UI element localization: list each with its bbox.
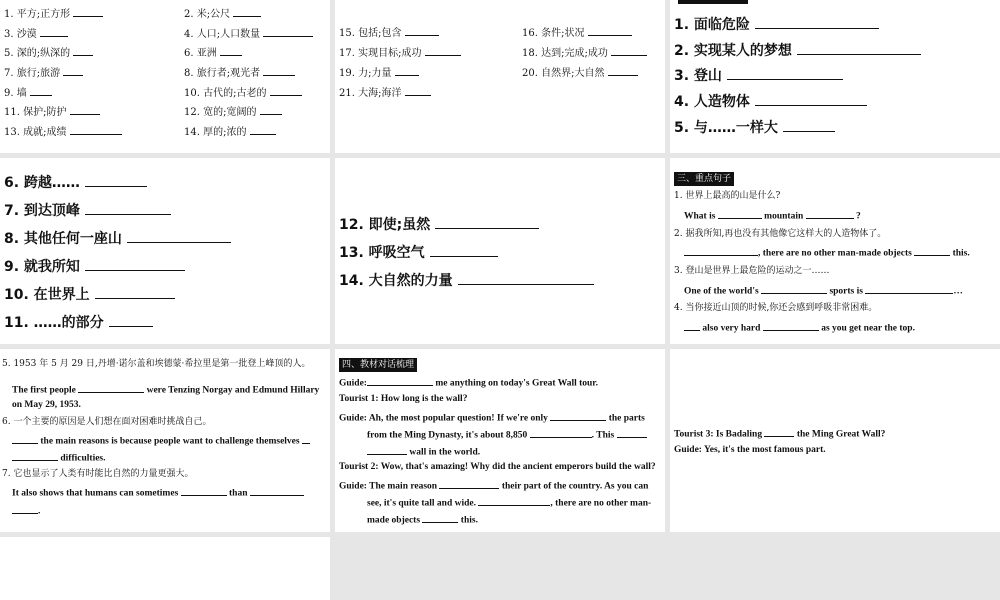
phrase-item: 10. 在世界上 [4,287,90,303]
sentence-text: What is [684,211,716,222]
vocab-item: 10. 古代的;古老的 [184,88,267,99]
sentence-prompt: 1. 世界上最高的山是什么? [674,191,781,201]
dialogue-text: from the Ming Dynasty, it's about 8,850 [367,430,528,441]
sentence-text: One of the world's [684,286,759,297]
phrase-item: 1. 面临危险 [674,17,750,33]
phrase-item: 5. 与……一样大 [674,120,778,136]
sentence-text: difficulties. [60,453,106,464]
phrase-panel-2 [0,158,330,344]
vocab-item: 21. 大海;海洋 [339,88,402,99]
sentence-text: also very hard [702,323,761,334]
vocab-panel-2 [335,0,665,153]
sentence-text: The first people [12,385,76,396]
sentence-prompt: 4. 当你接近山顶的时候,你还会感到呼吸非常困难。 [674,303,878,313]
dialogue-text: Guide: Yes, it's the most famous part. [674,445,826,455]
vocab-item: 11. 保护;防护 [4,107,67,118]
vocab-item: 5. 深的;纵深的 [4,48,71,59]
vocab-item: 1. 平方;正方形 [4,9,71,20]
dialogue-text: me anything on today's Great Wall tour. [435,378,599,389]
phrase-panel-3 [335,158,665,344]
dialogue-text: . This [591,430,615,441]
vocab-item: 17. 实现目标;成功 [339,48,422,59]
dialogue-text: see, it's quite tall and wide. [367,498,476,509]
section-header: 三、重点句子 [674,172,734,186]
vocab-item: 16. 条件;状况 [522,28,585,39]
sentence-text: were Tenzing Norgay and Edmund Hillary [146,385,320,396]
vocab-item: 15. 包括;包含 [339,28,402,39]
dialogue-text: the parts [608,413,645,424]
vocab-item: 3. 沙漠 [4,29,37,40]
phrase-panel-1 [670,0,1000,153]
sentence-text: sports is [829,286,863,297]
dialogue-text: this. [460,515,478,526]
blank-panel [0,537,330,600]
key-sentences-panel [670,158,1000,344]
vocab-item: 7. 旅行;旅游 [4,68,61,79]
sentence-prompt: 2. 据我所知,再也没有其他像它这样大的人造物体了。 [674,229,887,239]
phrase-item: 9. 就我所知 [4,259,80,275]
dialogue-text: the Ming Great Wall? [796,429,886,440]
sentence-text: It also shows that humans can sometimes [12,488,179,499]
vocab-item: 12. 宽的;宽阔的 [184,107,257,118]
section-header-bar [678,0,748,4]
dialogue-text: , there are no other man- [550,498,652,509]
dialogue-text: Guide: Ah, the most popular question! If we're only [339,413,548,424]
dialogue-panel-2 [670,349,1000,532]
vocab-item: 6. 亚洲 [184,48,217,59]
sentence-prompt: 5. 1953 年 5 月 29 日,丹增·诺尔盖和埃德蒙·希拉里是第一批登上峰顶的人。 [2,359,311,369]
dialogue-text: Tourist 2: Wow, that's amazing! Why did the ancient emperors build the wall? [339,462,656,472]
sentence-text: ? [856,211,861,222]
sentence-text: as you get near the top. [821,323,915,334]
phrase-item: 12. 即使;虽然 [339,217,431,233]
dialogue-text: Tourist 3: Is Badaling [674,429,763,440]
vocab-item: 14. 厚的;浓的 [184,127,247,138]
dialogue-text: wall in the world. [409,447,481,458]
sentence-prompt: 6. 一个主要的原因是人们想在面对困难时挑战自己。 [2,417,212,427]
sentence-text: this. [952,248,970,259]
phrase-item: 2. 实现某人的梦想 [674,43,792,59]
vocab-item: 19. 力;力量 [339,68,392,79]
dialogue-text: Guide: The main reason [339,481,438,492]
dialogue-panel [335,349,665,532]
phrase-item: 6. 跨越…… [4,175,80,191]
vocab-item: 18. 达到;完成;成功 [522,48,608,59]
phrase-item: 13. 呼吸空气 [339,245,425,261]
phrase-item: 11. ……的部分 [4,315,104,331]
dialogue-text: made objects [367,515,421,526]
dialogue-text: their part of the country. As you can [501,481,649,492]
section-header: 四、教材对话梳理 [339,358,417,372]
sentence-text: than [229,488,248,499]
sentence-text: … [953,286,963,297]
sentence-text: mountain [764,211,804,222]
phrase-item: 8. 其他任何一座山 [4,231,122,247]
sentence-text: . [38,506,41,517]
phrase-item: 3. 登山 [674,68,722,84]
phrase-item: 14. 大自然的力量 [339,273,453,289]
vocab-item: 4. 人口;人口数量 [184,29,261,40]
vocab-item: 9. 墙 [4,88,27,99]
sentence-prompt: 3. 登山是世界上最危险的运动之一…… [674,266,830,276]
vocab-item: 8. 旅行者;观光者 [184,68,261,79]
vocab-item: 2. 米;公尺 [184,9,231,20]
sentence-text: , there are no other man-made objects [758,248,912,259]
phrase-item: 7. 到达顶峰 [4,203,80,219]
vocab-item: 13. 成就;成绩 [4,127,67,138]
phrase-item: 4. 人造物体 [674,94,750,110]
sentence-text: on May 29, 1953. [12,400,81,410]
sentence-text: the main reasons is because people want to challenge themselves [40,436,300,447]
dialogue-text: Guide: [339,378,367,389]
key-sentences-panel-2 [0,349,330,532]
dialogue-text: Tourist 1: How long is the wall? [339,394,468,404]
vocab-item: 20. 自然界;大自然 [522,68,605,79]
vocab-panel-1 [0,0,330,153]
sentence-prompt: 7. 它也显示了人类有时能比自然的力量更强大。 [2,469,194,479]
